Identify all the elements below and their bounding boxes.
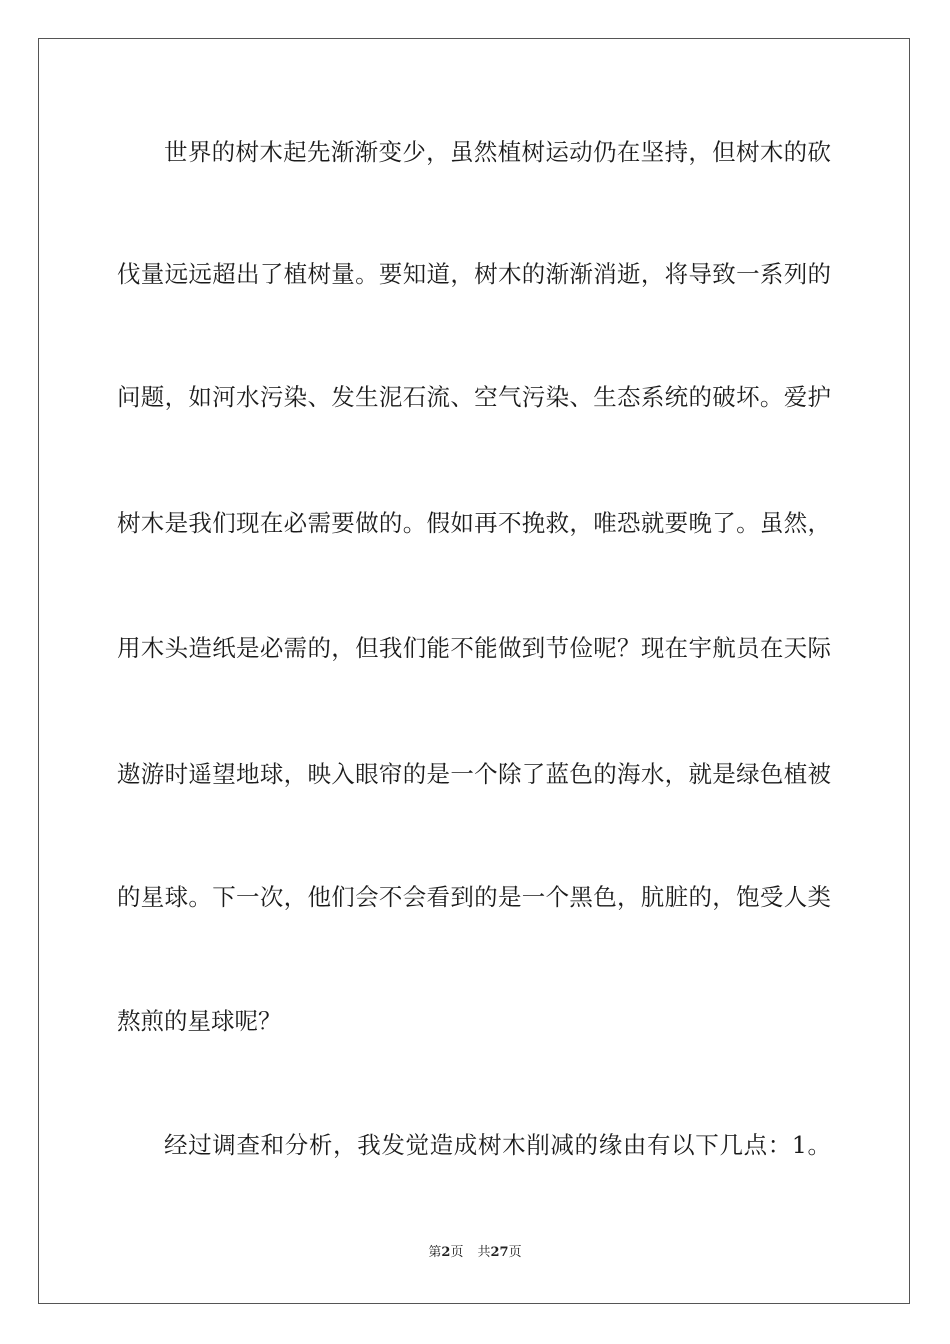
paragraph-line: 的星球。下一次，他们会不会看到的是一个黑色，肮脏的，饱受人类	[117, 883, 831, 911]
paragraph-line: 问题，如河水污染、发生泥石流、空气污染、生态系统的破坏。爱护	[117, 383, 831, 411]
paragraph-line: 遨游时遥望地球，映入眼帘的是一个除了蓝色的海水，就是绿色植被	[117, 760, 831, 788]
paragraph-line: 用木头造纸是必需的，但我们能不能做到节俭呢？现在宇航员在天际	[117, 634, 831, 662]
total-label-suffix: 页	[508, 1245, 522, 1260]
page-border	[38, 38, 910, 1304]
page-footer	[0, 1244, 950, 1262]
paragraph-line: 经过调查和分析，我发觉造成树木削减的缘由有以下几点：1。	[164, 1131, 831, 1159]
total-pages: 27	[490, 1245, 509, 1260]
page-label-suffix: 页	[450, 1245, 464, 1260]
paragraph-line: 树木是我们现在必需要做的。假如再不挽救，唯恐就要晚了。虽然，	[117, 509, 831, 537]
paragraph-line: 伐量远远超出了植树量。要知道，树木的渐渐消逝，将导致一系列的	[117, 260, 831, 288]
paragraph-line: 世界的树木起先渐渐变少，虽然植树运动仍在坚持，但树木的砍	[164, 138, 831, 166]
total-label-prefix: 共	[477, 1245, 491, 1260]
page-label-prefix: 第	[428, 1245, 442, 1260]
paragraph-line: 熬煎的星球呢？	[117, 1007, 282, 1035]
page-number: 2	[441, 1245, 451, 1260]
